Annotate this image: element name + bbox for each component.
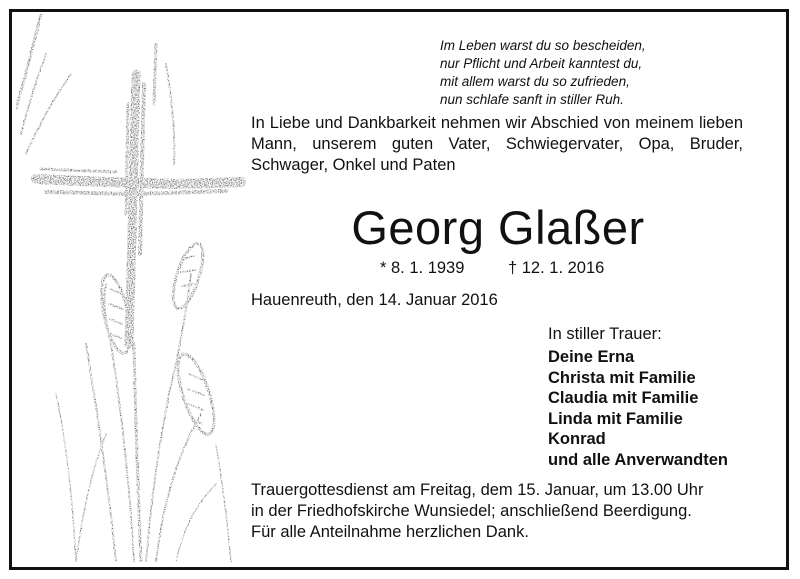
mourner-name: und alle Anverwandten [548,450,729,469]
mourner-name: Christa mit Familie [548,368,696,387]
poem-line: Im Leben warst du so bescheiden, [440,38,646,53]
service-line: Trauergottesdienst am Freitag, dem 15. Januar, um 13.00 Uhr [251,481,704,499]
mourner-name: Konrad [548,430,606,448]
thanks-text: Für alle Anteilnahme herzlichen Dank. [251,523,529,541]
mourner-name: Linda mit Familie [548,409,683,428]
poem [440,37,740,109]
mourner-name: Claudia mit Familie [548,389,699,407]
intro-text: In Liebe und Dankbarkeit nehmen wir Abschied von meinem lieben Mann, unserem guten Vater, Schwiegervater, Opa, Bruder, Schwager, Onkel und Paten [251,114,743,174]
service-info [251,480,751,521]
mourners-list [548,347,728,470]
poem-line: mit allem warst du so zufrieden, [440,74,630,89]
cross-with-wheat-icon [16,14,246,562]
deceased-name: Georg Glaßer [351,201,645,254]
poem-line: nur Pflicht und Arbeit kanntest du, [440,56,643,71]
place-and-date: Hauenreuth, den 14. Januar 2016 [251,291,498,309]
birth-date: * 8. 1. 1939 [380,259,465,277]
service-line: in der Friedhofskirche Wunsiedel; anschließend Beerdigung. [251,501,692,520]
poem-line: nun schlafe sanft in stiller Ruh. [440,92,624,107]
mourner-name: Deine Erna [548,348,635,366]
mourners-label: In stiller Trauer: [548,325,662,343]
death-date: † 12. 1. 2016 [508,259,605,277]
